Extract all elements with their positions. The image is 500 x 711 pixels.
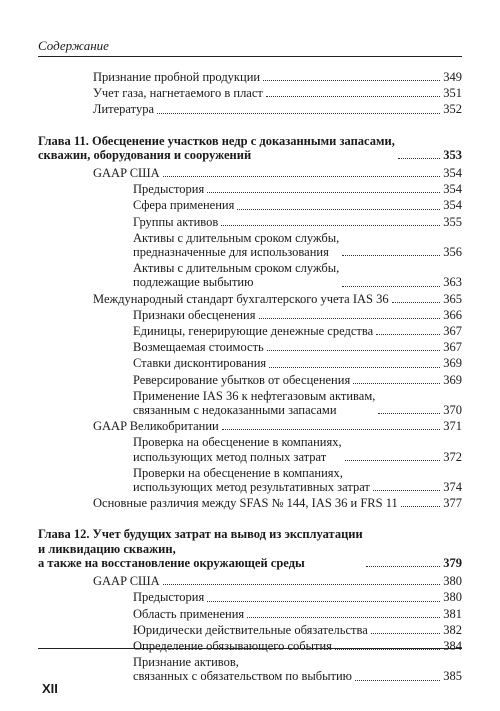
toc-entry-page: 369 [443,356,462,371]
toc-entry-page: 370 [443,403,462,418]
chapter-title: Глава 12. Учет будущих затрат на вывод из эксплуатации и ликвидацию скважин, а также на восстановление окружающей среды [38,527,363,570]
leader-dots [376,334,440,335]
leader-dots [263,80,440,81]
toc-entry-page: 363 [443,275,462,290]
toc-entry-text: Сфера применения [133,198,235,213]
toc-entry-page: 374 [443,480,462,495]
toc-entry-page: 356 [443,245,462,260]
toc-entry-page: 354 [443,198,462,213]
header-rule [38,56,462,57]
toc-entry-page: 385 [443,669,462,684]
toc-entry-page: 354 [443,166,462,181]
toc-entry-text: Юридически действительные обязательства [133,622,368,637]
toc-entry-page: 355 [443,214,462,229]
toc-entry-page: 384 [443,638,462,653]
toc-entry-text: GAAP США [93,574,160,589]
page-number: XII [42,681,58,696]
toc-entry-text: Возмещаемая стоимость [133,340,264,355]
footer-rule [38,648,462,649]
toc-entry [38,574,462,588]
toc-entry [38,324,462,338]
toc-entry-text: Применение IAS 36 к нефтегазовым активам, связанным с недоказанными запасами [133,388,376,418]
leader-dots [342,286,440,287]
toc-entry [38,292,462,306]
leader-dots [345,460,441,461]
chapter-entry [38,527,462,570]
toc-entry [38,466,462,494]
running-header: Содержание [38,38,109,53]
leader-dots [355,680,440,681]
toc-entry-text: Активы с длительным сроком службы, подлежащие выбытию [133,261,340,290]
leader-dots [221,225,440,226]
toc-entry-page: 379 [443,555,462,570]
leader-dots [353,383,440,384]
toc-entry-text: Предыстория [133,590,205,605]
leader-dots [207,601,440,602]
leader-dots [401,506,440,507]
toc-entry-text: Международный стандарт бухгалтерского учета IAS 36 [93,291,389,306]
leader-dots [371,633,440,634]
toc-entry [38,215,462,229]
toc-entry [38,419,462,433]
toc-entry-text: Проверка на обесценение в компаниях, использующих метод полных затрат [133,435,342,464]
leader-dots [259,318,441,319]
chapter-title: Глава 11. Обесценение участков недр с доказанными запасами, скважин, оборудования и сооружений [38,133,395,162]
toc-entry-page: 366 [443,307,462,322]
leader-dots [342,255,440,256]
leader-dots [222,429,441,430]
toc-entry-text: Учет газа, нагнетаемого в пласт [93,86,263,101]
toc-entry [38,655,462,683]
leader-dots [267,350,441,351]
toc-entry-page: 354 [443,182,462,197]
toc-entry [38,623,462,637]
toc-entry [38,70,462,84]
toc-entry-page: 380 [443,574,462,589]
toc-entry-text: GAAP США [93,166,160,181]
toc-entry-page: 351 [443,86,462,101]
toc-entry [38,435,462,463]
toc-entry-text: Признание пробной продукции [93,70,261,84]
toc-entry-text: Основные различия между SFAS № 144, IAS 36 и FRS 11 [93,496,398,511]
toc-entry [38,182,462,196]
toc-entry-page: 372 [443,449,462,464]
toc-entry-page: 369 [443,372,462,387]
toc-entry-text: Реверсирование убытков от обесценения [133,372,351,387]
leader-dots [157,113,440,114]
leader-dots [392,302,441,303]
toc-entry-text: Активы с длительным сроком службы, предназначенные для использования [133,230,340,260]
toc-entry-text: Единицы, генерирующие денежные средства [133,324,374,339]
toc-entry-text: Литература [93,102,154,117]
toc-entry [38,102,462,116]
toc-entry-page: 367 [443,324,462,339]
leader-dots [269,367,440,368]
toc-entry [38,607,462,621]
leader-dots [378,413,440,414]
leader-dots [163,584,441,585]
leader-dots [266,96,440,97]
toc-entry [38,340,462,354]
leader-dots [366,566,441,567]
toc-entry-page: 352 [443,102,462,117]
toc-entry-page: 349 [443,70,462,84]
toc-entry-text: Предыстория [133,182,205,197]
leader-dots [398,158,440,159]
leader-dots [163,176,441,177]
toc-entry-text: GAAP Великобритании [93,419,219,434]
toc-entry [38,261,462,289]
toc [38,60,462,684]
toc-entry [38,496,462,510]
toc-entry [38,590,462,604]
toc-entry-page: 353 [443,147,462,162]
toc-entry [38,373,462,387]
toc-entry-text: Ставки дисконтирования [133,356,267,371]
leader-dots [247,617,440,618]
chapter-entry [38,134,462,162]
toc-entry-text: Признаки обесценения [133,307,256,322]
toc-entry-text: Признание активов, связанных с обязательством по выбытию [133,655,352,684]
toc-entry-text: Проверки на обесценение в компаниях, использующих метод результативных затрат [133,465,370,495]
toc-entry-page: 365 [443,291,462,306]
toc-entry-page: 382 [443,622,462,637]
toc-entry-text: Группы активов [133,214,219,229]
toc-entry [38,86,462,100]
toc-entry-page: 377 [443,496,462,511]
toc-entry [38,389,462,417]
toc-entry-page: 367 [443,340,462,355]
leader-dots [373,490,440,491]
toc-entry [38,198,462,212]
toc-entry [38,231,462,259]
toc-entry-page: 371 [443,419,462,434]
leader-dots [207,192,440,193]
toc-entry [38,166,462,180]
toc-entry [38,356,462,370]
toc-entry-text: Определение обязывающего события [133,638,332,653]
toc-entry-page: 380 [443,590,462,605]
leader-dots [237,209,440,210]
toc-entry-text: Область применения [133,606,245,621]
leader-dots [335,649,440,650]
toc-entry-page: 381 [443,606,462,621]
toc-entry [38,639,462,653]
toc-entry [38,308,462,322]
